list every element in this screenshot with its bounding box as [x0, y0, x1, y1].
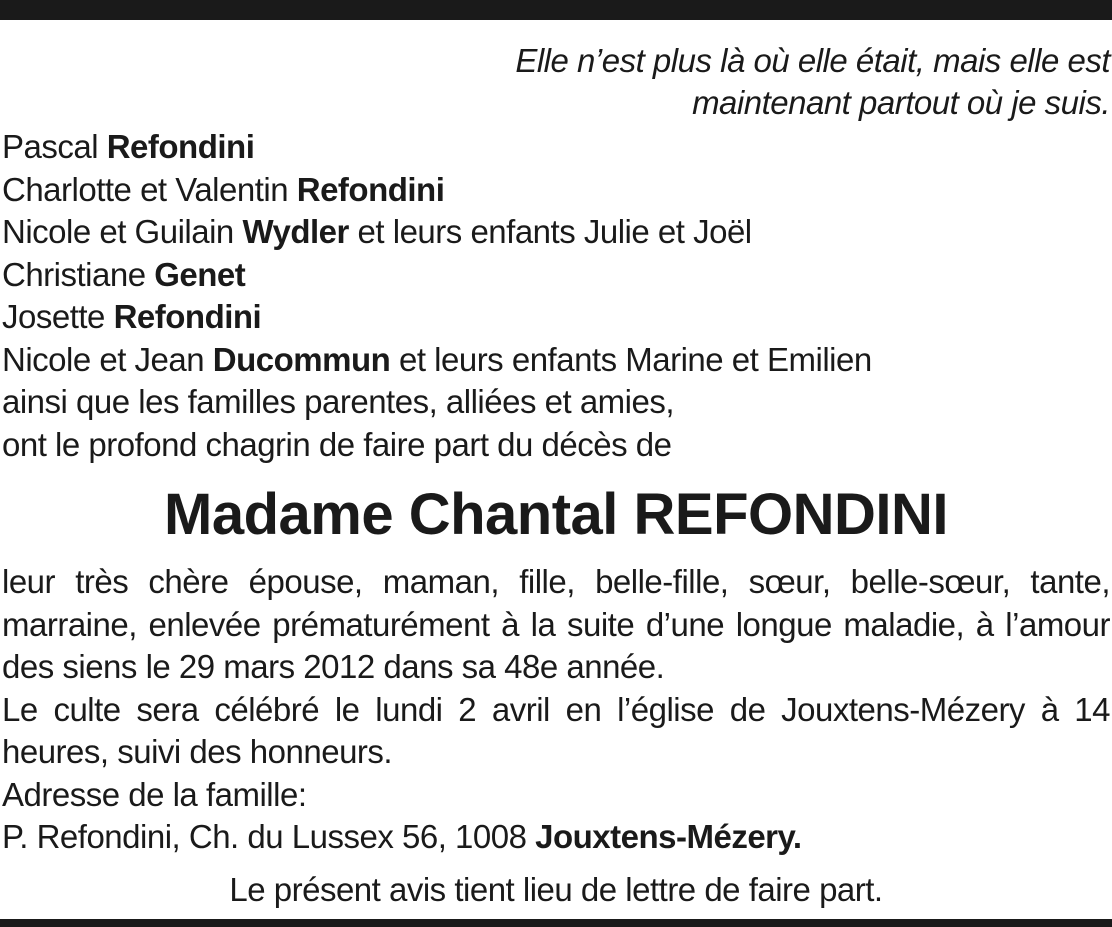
- mourner-line: [2, 339, 1110, 382]
- family-address: [2, 816, 1110, 859]
- mourner-surname: Wydler: [242, 213, 349, 250]
- mourner-suffix: et leurs enfants Julie et Joël: [348, 213, 752, 250]
- address-street: P. Refondini, Ch. du Lussex 56, 1008: [2, 818, 536, 855]
- bottom-rule: [0, 919, 1112, 927]
- mourner-line: [2, 211, 1110, 254]
- epigraph: [2, 40, 1110, 124]
- service-details: Le culte sera célébré le lundi 2 avril en l’église de Jouxtens-Mézery à 14 heures, suivi des honneurs.: [2, 690, 1110, 770]
- epigraph-line-1: Elle n’est plus là où elle était, mais elle est: [515, 42, 1110, 79]
- epigraph-line-2: maintenant partout où je suis.: [692, 84, 1110, 121]
- deceased-description: leur très chère épouse, maman, fille, belle-fille, sœur, belle-sœur, tante, marraine, enlevée prématurément à la suite d’une longue maladie, à l’amour des siens le 29 mars 2012 dans sa 48e année.: [2, 563, 1110, 685]
- announcement-line: ont le profond chagrin de faire part du décès de: [2, 425, 672, 463]
- closing-note: Le présent avis tient lieu de lettre de faire part.: [229, 870, 883, 908]
- mourner-names: Pascal: [2, 128, 107, 165]
- mourner-surname: Genet: [154, 255, 246, 293]
- families-line: ainsi que les familles parentes, alliées et amies,: [2, 383, 675, 420]
- mourners-list: [2, 126, 1110, 466]
- mourner-line: [2, 296, 1110, 339]
- mourner-surname: Refondini: [113, 298, 262, 335]
- mourner-names: Josette: [2, 298, 114, 335]
- mourner-surname: Ducommun: [212, 340, 391, 378]
- mourner-line: [2, 169, 1110, 212]
- top-rule: [0, 0, 1112, 20]
- mourner-names: Nicole et Guilain: [2, 213, 243, 250]
- deceased-name: Madame Chantal REFONDINI: [164, 482, 948, 547]
- mourner-line: [2, 254, 1110, 297]
- mourner-surname: Refondini: [296, 170, 445, 208]
- address-label: Adresse de la famille:: [2, 775, 307, 813]
- death-notice: [2, 40, 1110, 911]
- mourner-line: [2, 126, 1110, 169]
- mourner-surname: Refondini: [106, 128, 255, 165]
- mourner-names: Nicole et Jean: [2, 340, 213, 378]
- mourner-suffix: et leurs enfants Marine et Emilien: [390, 340, 872, 378]
- mourner-names: Charlotte et Valentin: [2, 170, 297, 208]
- mourner-names: Christiane: [2, 255, 155, 293]
- address-city: Jouxtens-Mézery.: [535, 818, 802, 855]
